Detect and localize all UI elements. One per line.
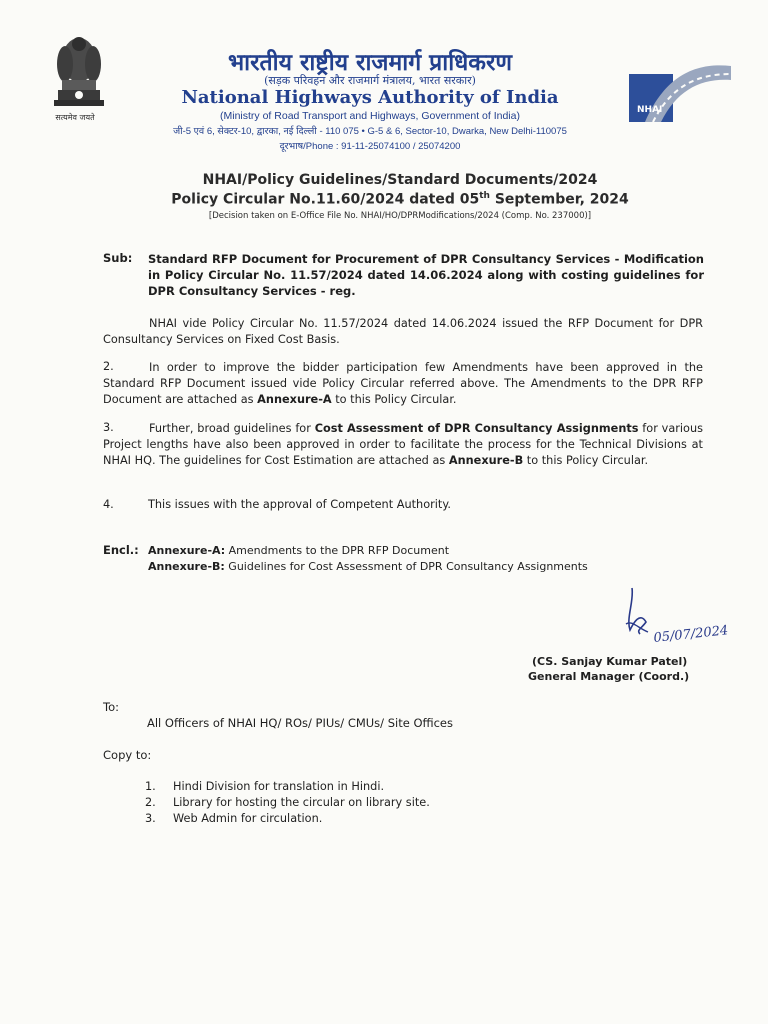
file-reference-title: NHAI/Policy Guidelines/Standard Documents/2024 bbox=[202, 172, 598, 188]
paragraph-3: Further, broad guidelines for Cost Assessment of DPR Consultancy Assignments for various Project lengths have also been approved in order to facilitate the process for the Technical Divisions at NHAI HQ. The guidelines for Cost Estimation are attached as Annexure-B to this Policy Circular. bbox=[103, 422, 704, 467]
logo-text: NHAI bbox=[637, 105, 663, 115]
copy-to-item: 1. Hindi Division for translation in Hindi. bbox=[145, 780, 385, 793]
nhai-logo-icon bbox=[625, 56, 735, 128]
circular-number-title: Policy Circular No.11.60/2024 dated 05th September, 2024 bbox=[171, 191, 629, 208]
paragraph-2-number: 2. bbox=[103, 360, 114, 373]
ministry-english: (Ministry of Road Transport and Highways, Government of India) bbox=[220, 110, 520, 122]
state-emblem-icon bbox=[48, 30, 110, 112]
org-name-english: National Highways Authority of India bbox=[181, 87, 559, 108]
ministry-hindi: (सड़क परिवहन और राजमार्ग मंत्रालय, भारत सरकार) bbox=[264, 74, 476, 87]
enclosure-label: Encl.: bbox=[103, 543, 139, 557]
paragraph-2: In order to improve the bidder participation few Amendments have been approved in the Standard RFP Document issued vide Policy Circular referred above. The Amendments to the DPR RFP Document are attached as Annexure-A to this Policy Circular. bbox=[103, 361, 703, 406]
paragraph-4-number: 4. bbox=[103, 498, 114, 511]
copy-to-item: 2. Library for hosting the circular on library site. bbox=[145, 796, 430, 809]
copy-to-item: 3. Web Admin for circulation. bbox=[145, 812, 323, 825]
emblem-caption: सत्यमेव जयते bbox=[55, 113, 95, 122]
paragraph-3-number: 3. bbox=[103, 421, 114, 434]
subject-label: Sub: bbox=[103, 251, 133, 265]
signature-date: 05/07/2024 bbox=[652, 623, 729, 646]
to-label: To: bbox=[103, 700, 119, 714]
org-phone: दूरभाष/Phone : 91-11-25074100 / 25074200 bbox=[279, 141, 461, 152]
handwritten-signature bbox=[618, 582, 758, 654]
signatory-designation: General Manager (Coord.) bbox=[528, 670, 690, 683]
subject-text: Standard RFP Document for Procurement of DPR Consultancy Services - Modification in Policy Circular No. 11.57/2024 dated 14.06.2024 along with costing guidelines for DPR Consultancy Services - reg. bbox=[148, 252, 704, 298]
to-recipients: All Officers of NHAI HQ/ ROs/ PIUs/ CMUs/ Site Offices bbox=[147, 716, 454, 730]
org-address: जी-5 एवं 6, सेक्टर-10, द्वारका, नई दिल्ली - 110 075 • G-5 & 6, Sector-10, Dwarka, New Delhi-110075 bbox=[173, 126, 567, 137]
copy-to-label: Copy to: bbox=[103, 748, 152, 762]
decision-reference: [Decision taken on E-Office File No. NHAI/HO/DPRModifications/2024 (Comp. No. 237000)] bbox=[208, 211, 592, 221]
enclosure-b: Annexure-B: Guidelines for Cost Assessment of DPR Consultancy Assignments bbox=[148, 560, 588, 573]
enclosure-a: Annexure-A: Amendments to the DPR RFP Document bbox=[148, 544, 450, 557]
paragraph-1: NHAI vide Policy Circular No. 11.57/2024 dated 14.06.2024 issued the RFP Document for DPR Consultancy Services on Fixed Cost Basis. bbox=[103, 317, 703, 346]
signatory-name: (CS. Sanjay Kumar Patel) bbox=[532, 655, 688, 668]
org-name-hindi: भारतीय राष्ट्रीय राजमार्ग प्राधिकरण bbox=[228, 49, 512, 76]
paragraph-4: This issues with the approval of Competent Authority. bbox=[148, 498, 452, 511]
